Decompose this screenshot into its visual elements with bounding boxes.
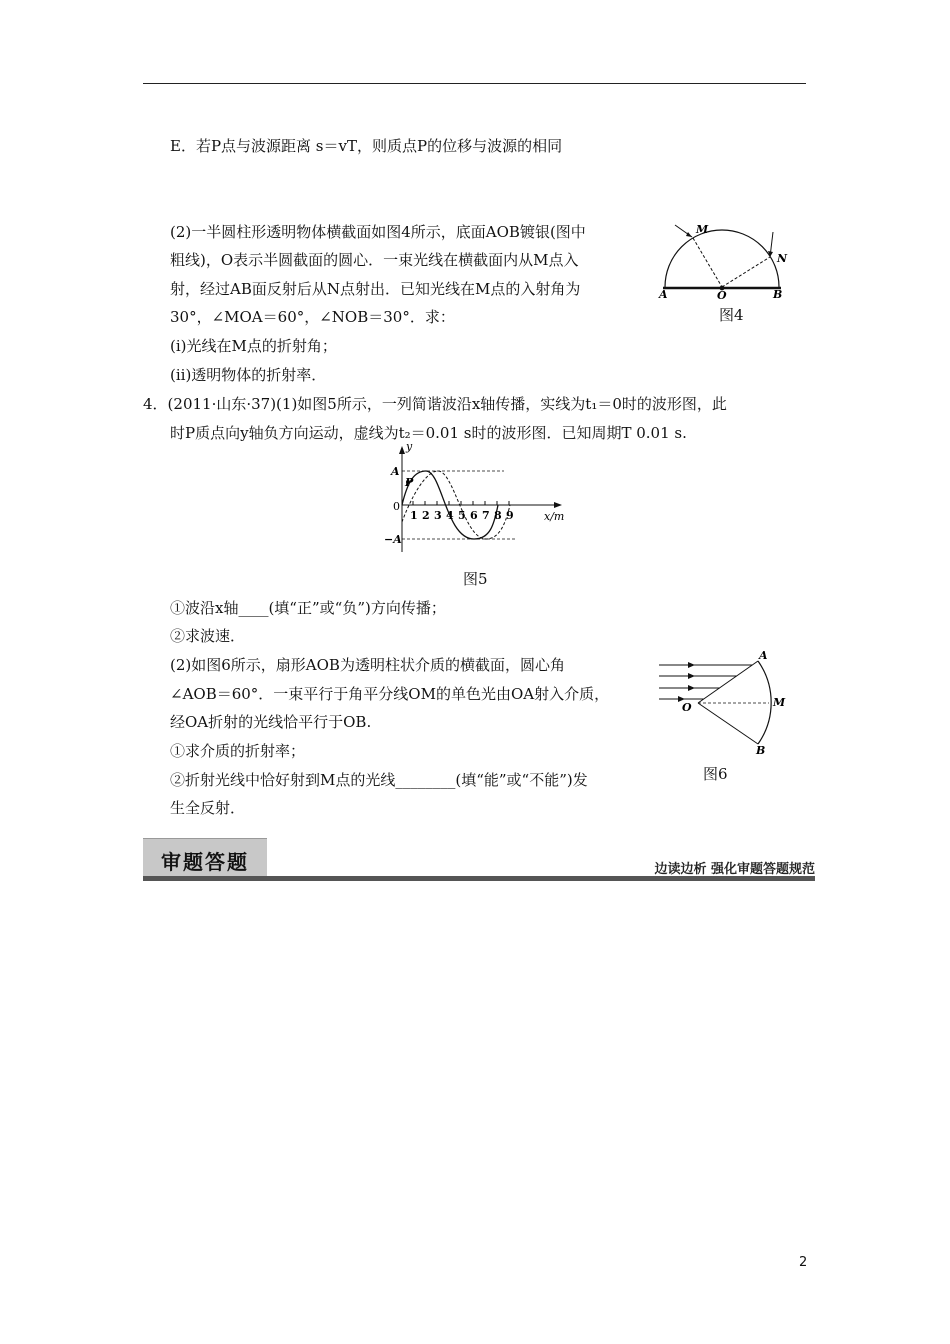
fig4-label-m: M [696,223,709,236]
fig6-label-o: O [682,701,692,714]
option-e: E．若P点与波源距离 s＝vT，则质点P的位移与波源的相同 [170,137,563,155]
q4-part2-sub2-cont: 生全反射． [170,799,246,817]
fig5-tick-label: 8 [494,509,502,522]
fig5-point-p-label: P [405,476,414,489]
figure-5 [380,440,580,558]
section-banner [143,838,815,882]
fig5-tick-label: 1 [410,509,418,522]
q4-line2: 时P质点向y轴负方向运动，虚线为t₂＝0.01 s时的波形图．已知周期T 0.01 s. [170,424,687,442]
q3-part2-line1: (2)一半圆柱形透明物体横截面如图4所示，底面AOB镀银(图中 [170,223,586,241]
fig5-tick-label: 9 [506,509,514,522]
fig6-label-a: A [759,649,768,662]
fig5-tick-label: 5 [458,509,466,522]
fig5-tick-label: 4 [446,509,454,522]
q4-line1: 4．(2011·山东·37)(1)如图5所示，一列简谐波沿x轴传播，实线为t₁＝0时的波形图，此 [143,395,727,413]
fig6-label-m: M [773,696,786,709]
page-number: 2 [799,1255,808,1270]
q4-part2-sub1: ①求介质的折射率； [170,742,306,760]
q4-part2-sub2: ②折射光线中恰好射到M点的光线________(填“能”或“不能”)发 [170,771,588,789]
fig5-neg-amplitude-label: −A [384,533,402,546]
fig5-x-axis-label: x/m [544,510,565,523]
figure-4-caption: 图4 [719,306,744,324]
q3-part2-line2: 粗线)，O表示半圆截面的圆心．一束光线在横截面内从M点入 [170,251,579,269]
q3-part2-line4: 30°，∠MOA＝60°，∠NOB＝30°．求： [170,308,455,326]
fig4-label-b: B [773,288,783,301]
fig5-origin-label: 0 [393,500,400,513]
figure-6 [655,645,795,757]
q3-part2-sub-ii: (ⅱ)透明物体的折射率． [170,366,327,384]
q4-part2-line3: 经OA折射的光线恰平行于OB. [170,713,372,731]
fig4-label-a: A [659,288,668,301]
q3-part2-sub-i: (ⅰ)光线在M点的折射角； [170,337,337,355]
q4-part2-line1: (2)如图6所示，扇形AOB为透明柱状介质的横截面，圆心角 [170,656,565,674]
figure-5-caption: 图5 [463,570,488,588]
fig5-tick-label: 2 [422,509,430,522]
fig5-tick-label: 3 [434,509,442,522]
q4-part2-line2: ∠AOB＝60°．一束平行于角平分线OM的单色光由OA射入介质， [170,685,610,703]
header-rule [143,83,806,84]
q4-sub1: ①波沿x轴____(填“正”或“负”)方向传播； [170,599,446,617]
figure-6-caption: 图6 [703,765,728,783]
fig5-tick-label: 6 [470,509,478,522]
figure-5-drawing [380,440,580,558]
fig5-y-axis-label: y [406,440,413,453]
fig5-amplitude-label: A [391,465,400,478]
figure-6-drawing [655,645,795,757]
fig4-label-o: O [717,289,727,302]
q4-sub2: ②求波速． [170,627,246,645]
q3-part2-line3: 射，经过AB面反射后从N点射出．已知光线在M点的入射角为 [170,280,581,298]
section-subtitle: 边读边析 强化审题答题规范 [654,862,815,877]
figure-4 [655,212,795,302]
section-title: 审题答题 [161,850,249,874]
fig5-tick-label: 7 [482,509,490,522]
fig6-label-b: B [756,744,766,757]
figure-4-drawing [655,212,795,302]
fig4-label-n: N [777,252,788,265]
